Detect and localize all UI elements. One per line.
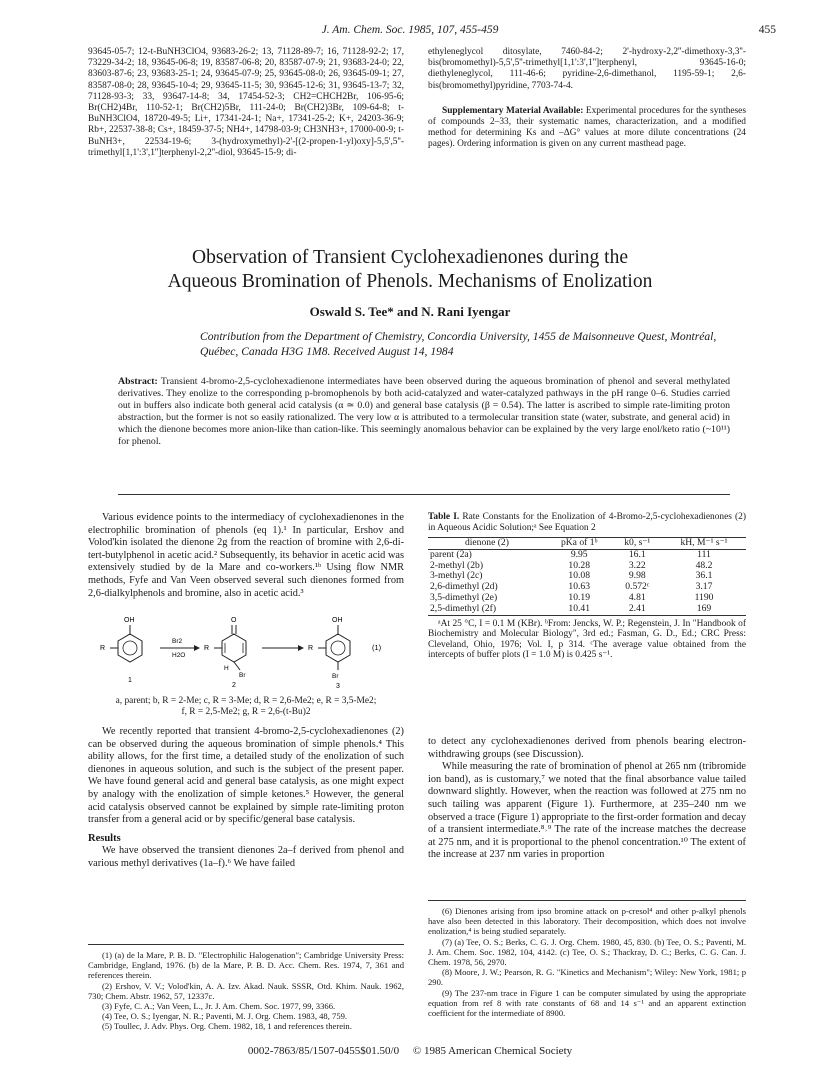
intro-paragraph-1: Various evidence points to the intermediacy of cyclohexadienones in the electrophilic bromination of phenols (eq 1).¹ In particular, Ershov and Volod'kin isolated the dienone 2g from the reaction of bromine with 2,6-di-tert-butylphenol in acetic acid.² Subsequently, its behavior in acetic acid was extensively studied by de la Mare and co-workers.¹ᵇ Using flow NMR methods, Fyfe and Van Veen observed several such dienones formed from 2,6-dialkylphenols and bromine, also in acetic acid.³ xyxy=(88,512,404,599)
registry-text-left: 93645-05-7; 12-t-BuNH3ClO4, 93683-26-2; 13, 71128-89-7; 16, 71128-92-2; 17, 73229-34-2; 18, 93645-06-8; 19, 83587-06-8; 20, 83587-07-9; 21, 93683-24-0; 22, 83603-87-6; 23, 93683-25-1; 24, 93645-07-9; 25, 93645-08-0; 26, 93645-09-1; 27, 83587-08-0; 28, 93645-10-4; 29, 93645-11-5; 30, 93645-12-6; 31, 93645-13-7; 32, 71128-93-3; 33, 93647-14-8; 34, 17454-52-3; CH2=CHCH2Br, 106-95-6; Br(CH2)4Br, 110-52-1; Br(CH2)5Br, 111-24-0; Br(CH2)3Br, 109-64-8; t-BuNH3ClO4, 18720-49-5; Li+, 17341-24-1; Na+, 17341-25-2; K+, 24203-36-9; Rb+, 22537-38-8; Cs+, 18459-37-5; NH4+, 14798-03-9; CH3NH3+, 17000-00-9; t-BuNH3+, 22534-19-6; 3-(hydroxymethyl)-2'-[(2-propen-1-yl)oxy]-5,5',5''-trimethyl[1,1':3',1'']terphenyl-2,2''-diol, 93645-15-9; di- xyxy=(88,47,404,158)
bromophenol-structure xyxy=(308,617,350,690)
br-label-2: Br xyxy=(239,672,246,679)
table-cell: 2-methyl (2b) xyxy=(430,559,484,571)
r-label-2: R xyxy=(204,645,210,652)
results-paragraph-1: We have observed the transient dienones 2a–f derived from phenol and various methyl derivatives (1a–f).⁶ We have failed xyxy=(88,845,404,869)
scheme-drawing xyxy=(88,612,404,692)
equation-number: (1) xyxy=(372,643,382,652)
table-row xyxy=(428,604,746,615)
footnote-8: (8) Moore, J. W.; Pearson, R. G. "Kinetics and Mechanism"; Wiley: New York, 1981; p 290. xyxy=(428,967,746,988)
table-1-caption-text: Rate Constants for the Enolization of 4-Bromo-2,5-cyclohexadienones (2) in Aqueous Acidic Solution;ᵃ See Equation 2 xyxy=(428,512,746,533)
table-header-row xyxy=(428,538,746,550)
footnote-1: (1) (a) de la Mare, P. B. D. "Electrophilic Halogenation"; Cambridge University Press: Cambridge, England, 1976. (b) de la Mare, P. B. D. Acc. Chem. Res. 1974, 7, 361 and references therein. xyxy=(88,950,404,981)
table-cell: 111 xyxy=(697,548,711,560)
footnote-3: (3) Fyfe, C. A.; Van Veen, L., Jr. J. Am. Chem. Soc. 1977, 99, 3366. xyxy=(102,1001,336,1012)
compound-number-2: 2 xyxy=(232,682,236,689)
table-1-notes: ᵃAt 25 °C, I = 0.1 M (KBr). ᵇFrom: Jencks, W. P.; Regenstein, J. In "Handbook of Biochemistry and Molecular Biology", 3rd ed.; Fasman, G. D., Ed.; CRC Press: Cleveland, Ohio, 1976; Vol. I, p 314. ᶜThe average value obtained from the intercepts of buffer plots (I = 1.0 M) is 0.425 s⁻¹. xyxy=(428,618,746,661)
running-head: J. Am. Chem. Soc. 1985, 107, 455-459 xyxy=(321,24,499,36)
table-cell: 10.08 xyxy=(568,570,590,582)
supplementary-material xyxy=(428,106,746,151)
table-cell: 36.1 xyxy=(695,570,713,582)
table-cell: 3.17 xyxy=(695,581,713,593)
table-cell: 3,5-dimethyl (2e) xyxy=(430,591,498,603)
table-1-caption xyxy=(428,512,746,534)
table-cell: 1190 xyxy=(694,591,714,603)
title-line-2: Aqueous Bromination of Phenols. Mechanisms of Enolization xyxy=(167,271,653,292)
scheme-legend-line-1: a, parent; b, R = 2-Me; c, R = 3-Me; d, R = 2,6-Me2; e, R = 3,5-Me2; xyxy=(115,696,377,706)
table-cell: 10.19 xyxy=(568,591,590,603)
table-cell: 9.95 xyxy=(570,548,588,560)
table-cell: 2,5-dimethyl (2f) xyxy=(430,602,497,614)
r-label-1: R xyxy=(100,645,106,652)
right-column xyxy=(428,736,746,862)
authors: Oswald S. Tee* and N. Rani Iyengar xyxy=(309,304,511,319)
right-paragraph-2: While measuring the rate of bromination of phenol at 265 nm (tribromide ion band), as is customary,⁷ we noted that the final absorbance value tailed downward slightly. However, when the reaction was followed at 275 nm no such tailing was apparent (Figure 1). Furthermore, at 235–240 nm we observed a trace (Figure 1) appropriate to the first-order formation and decay of a transient intermediate.⁸˒⁹ The rate of the increase matches the decrease at 275 nm, and it is proportional to the phenol concentration.¹⁰ The extent of the increase at 237 nm varies in proportion xyxy=(428,761,746,861)
dienone-structure xyxy=(204,617,246,689)
table-cell: 3-methyl (2c) xyxy=(430,570,483,582)
table-cell: 10.28 xyxy=(568,559,590,571)
title-line-1: Observation of Transient Cyclohexadienones during the xyxy=(192,247,628,268)
footnote-9: (9) The 237-nm trace in Figure 1 can be computer simulated by using the appropriate equation from ref 8 with rate constants of 68 and 14 s⁻¹ and an apparent extinction coefficient for the intermediate of 8900. xyxy=(428,987,746,1019)
reaction-scheme xyxy=(88,612,404,692)
results-heading: Results xyxy=(88,832,121,844)
table-header-pka: pKa of 1ᵇ xyxy=(560,537,598,548)
br-label-3: Br xyxy=(332,673,339,680)
h-label: H xyxy=(224,665,229,672)
supplementary-label: Supplementary Material Available: xyxy=(442,105,584,116)
table-cell: 169 xyxy=(696,602,712,614)
table-cell: parent (2a) xyxy=(430,548,472,560)
h2o-label: H2O xyxy=(172,652,186,659)
table-1 xyxy=(428,537,746,616)
table-row xyxy=(428,549,746,560)
registry-numbers-left xyxy=(88,47,404,159)
table-1-block xyxy=(428,512,746,661)
r-label-3: R xyxy=(308,645,314,652)
left-column xyxy=(88,512,404,600)
abstract xyxy=(118,376,730,447)
table-1-label: Table I. xyxy=(428,512,460,522)
compound-number-1: 1 xyxy=(128,677,132,684)
right-footnote-divider xyxy=(428,900,746,901)
table-cell: 3.22 xyxy=(628,559,646,571)
copyright-notice: © 1985 American Chemical Society xyxy=(412,1045,573,1057)
footnote-6: (6) Dienones arising from ipso bromine attack on p-cresol⁴ and other p-alkyl phenols have also been detected in this laboratory. Their decomposition, which does not involve enolization,⁴ is being studied separately. xyxy=(428,906,746,937)
registry-text-right: ethyleneglycol ditosylate, 7460-84-2; 2'-hydroxy-2,2''-dimethoxy-3,3''-bis(bromomethyl)-5,5',5''-trimethyl[1,1':3',1'']terphenyl, 93645-16-0; diethyleneglycol, 111-46-6; pyridine-2,6-dimethanol, 1195-59-1; 2,6-bis(bromomethyl)pyridine, 7703-74-4. xyxy=(428,47,746,91)
table-header-kh: kH, M⁻¹ s⁻¹ xyxy=(680,537,728,548)
supplementary-text: Experimental procedures for the syntheses of compounds 2–33, their systematic names, characterization, and a modified method for determining Ks and –ΔG° values at more dilute concentrations (24 pages). Ordering information is given on any current masthead page. xyxy=(428,105,746,150)
abstract-divider xyxy=(118,494,730,495)
abstract-label: Abstract: xyxy=(118,376,158,387)
phenol-structure xyxy=(100,617,142,684)
right-paragraph-1: to detect any cyclohexadienones derived from phenols bearing electron-withdrawing groups (see Discussion). xyxy=(428,736,746,760)
footnote-7: (7) (a) Tee, O. S.; Berks, C. G. J. Org. Chem. 1980, 45, 830. (b) Tee, O. S.; Paventi, M. J. Am. Chem. Soc. 1982, 104, 4142. (c) Tee, O. S.; Thackray, D. C.; Berks, C. G. Can. J. Chem. 1978, 56, 2970. xyxy=(428,936,746,968)
right-footnotes xyxy=(428,906,746,1018)
footnote-4: (4) Tee, O. S.; Iyengar, N. R.; Paventi, M. J. Org. Chem. 1983, 48, 759. xyxy=(102,1011,348,1022)
page-footer xyxy=(0,1045,820,1057)
table-cell: 10.63 xyxy=(568,581,590,593)
left-footnote-divider xyxy=(88,944,404,945)
br2-label: Br2 xyxy=(172,638,183,645)
article-code: 0002-7863/85/1507-0455$01.50/0 xyxy=(247,1045,400,1057)
o-label: O xyxy=(231,617,237,624)
table-cell: 2.41 xyxy=(628,602,646,614)
page-number: 455 xyxy=(758,24,776,36)
left-column-continued xyxy=(88,726,404,871)
oh-label-1: OH xyxy=(124,617,135,624)
table-cell: 2,6-dimethyl (2d) xyxy=(430,581,498,593)
left-footnotes xyxy=(88,950,404,1032)
article-title xyxy=(0,246,820,294)
registry-numbers-right xyxy=(428,47,746,151)
table-cell: 16.1 xyxy=(628,548,646,560)
scheme-legend-line-2: f, R = 2,5-Me2; g, R = 2,6-(t-Bu)2 xyxy=(181,707,311,717)
abstract-text: Transient 4-bromo-2,5-cyclohexadienone intermediates have been observed during the aqueous bromination of phenol and several methylated derivatives. They enolize to the corresponding p-bromophenols by both acid-catalyzed and water-catalyzed pathways in the pH range 0–6. Studies carried out in buffers also indicate both general acid catalysis (α ≃ 0.0) and general base catalysis (β = 0.54). The latter is ascribed to simple rate-limiting proton abstraction, but the former is not so easily rationalized. The very low α is attributed to a termolecular transition state (water, substrate, and general acid) in which the dienone becomes more anion-like than cation-like. This seemingly anomalous behavior can be explained by the very large enol/keto ratio (~10¹¹) for phenol. xyxy=(118,376,730,447)
affiliation: Contribution from the Department of Chemistry, Concordia University, 1455 de Maisonneuve Quest, Montréal, Québec, Canada H3G 1M8. Received August 14, 1984 xyxy=(200,330,717,358)
table-cell: 4.81 xyxy=(628,591,646,603)
intro-paragraph-2: We recently reported that transient 4-bromo-2,5-cyclohexadienones (2) can be observed during the aqueous bromination of simple phenols.⁴ This ability allows, for the first time, a detailed study of the enolization of such dienones in aqueous solution, and such is the subject of the present paper. We have found general acid and general base catalysis, as one might expect by analogy with the enolization of simple ketones.⁵ However, the general acid catalysis observed cannot be explained by simple rate-limiting proton transfer from a general acid or by specific/general base catalysis. xyxy=(88,726,404,826)
scheme-legend xyxy=(88,696,404,718)
table-cell: 9.98 xyxy=(628,570,646,582)
compound-number-3: 3 xyxy=(336,683,340,690)
table-header-dienone: dienone (2) xyxy=(464,537,509,548)
oh-label-3: OH xyxy=(332,617,343,624)
table-cell: 48.2 xyxy=(695,559,713,571)
table-cell: 0.572ᶜ xyxy=(625,581,650,593)
footnote-2: (2) Ershov, V. V.; Volod'kin, A. A. Izv. Akad. Nauk. SSSR, Otd. Khim. Nauk. 1962, 730; Chem. Abstr. 1962, 57, 12337c. xyxy=(88,980,404,1001)
table-cell: 10.41 xyxy=(568,602,590,614)
table-header-k0: k0, s⁻¹ xyxy=(624,537,651,548)
footnote-5: (5) Toullec, J. Adv. Phys. Org. Chem. 1982, 18, 1 and references therein. xyxy=(102,1021,352,1032)
